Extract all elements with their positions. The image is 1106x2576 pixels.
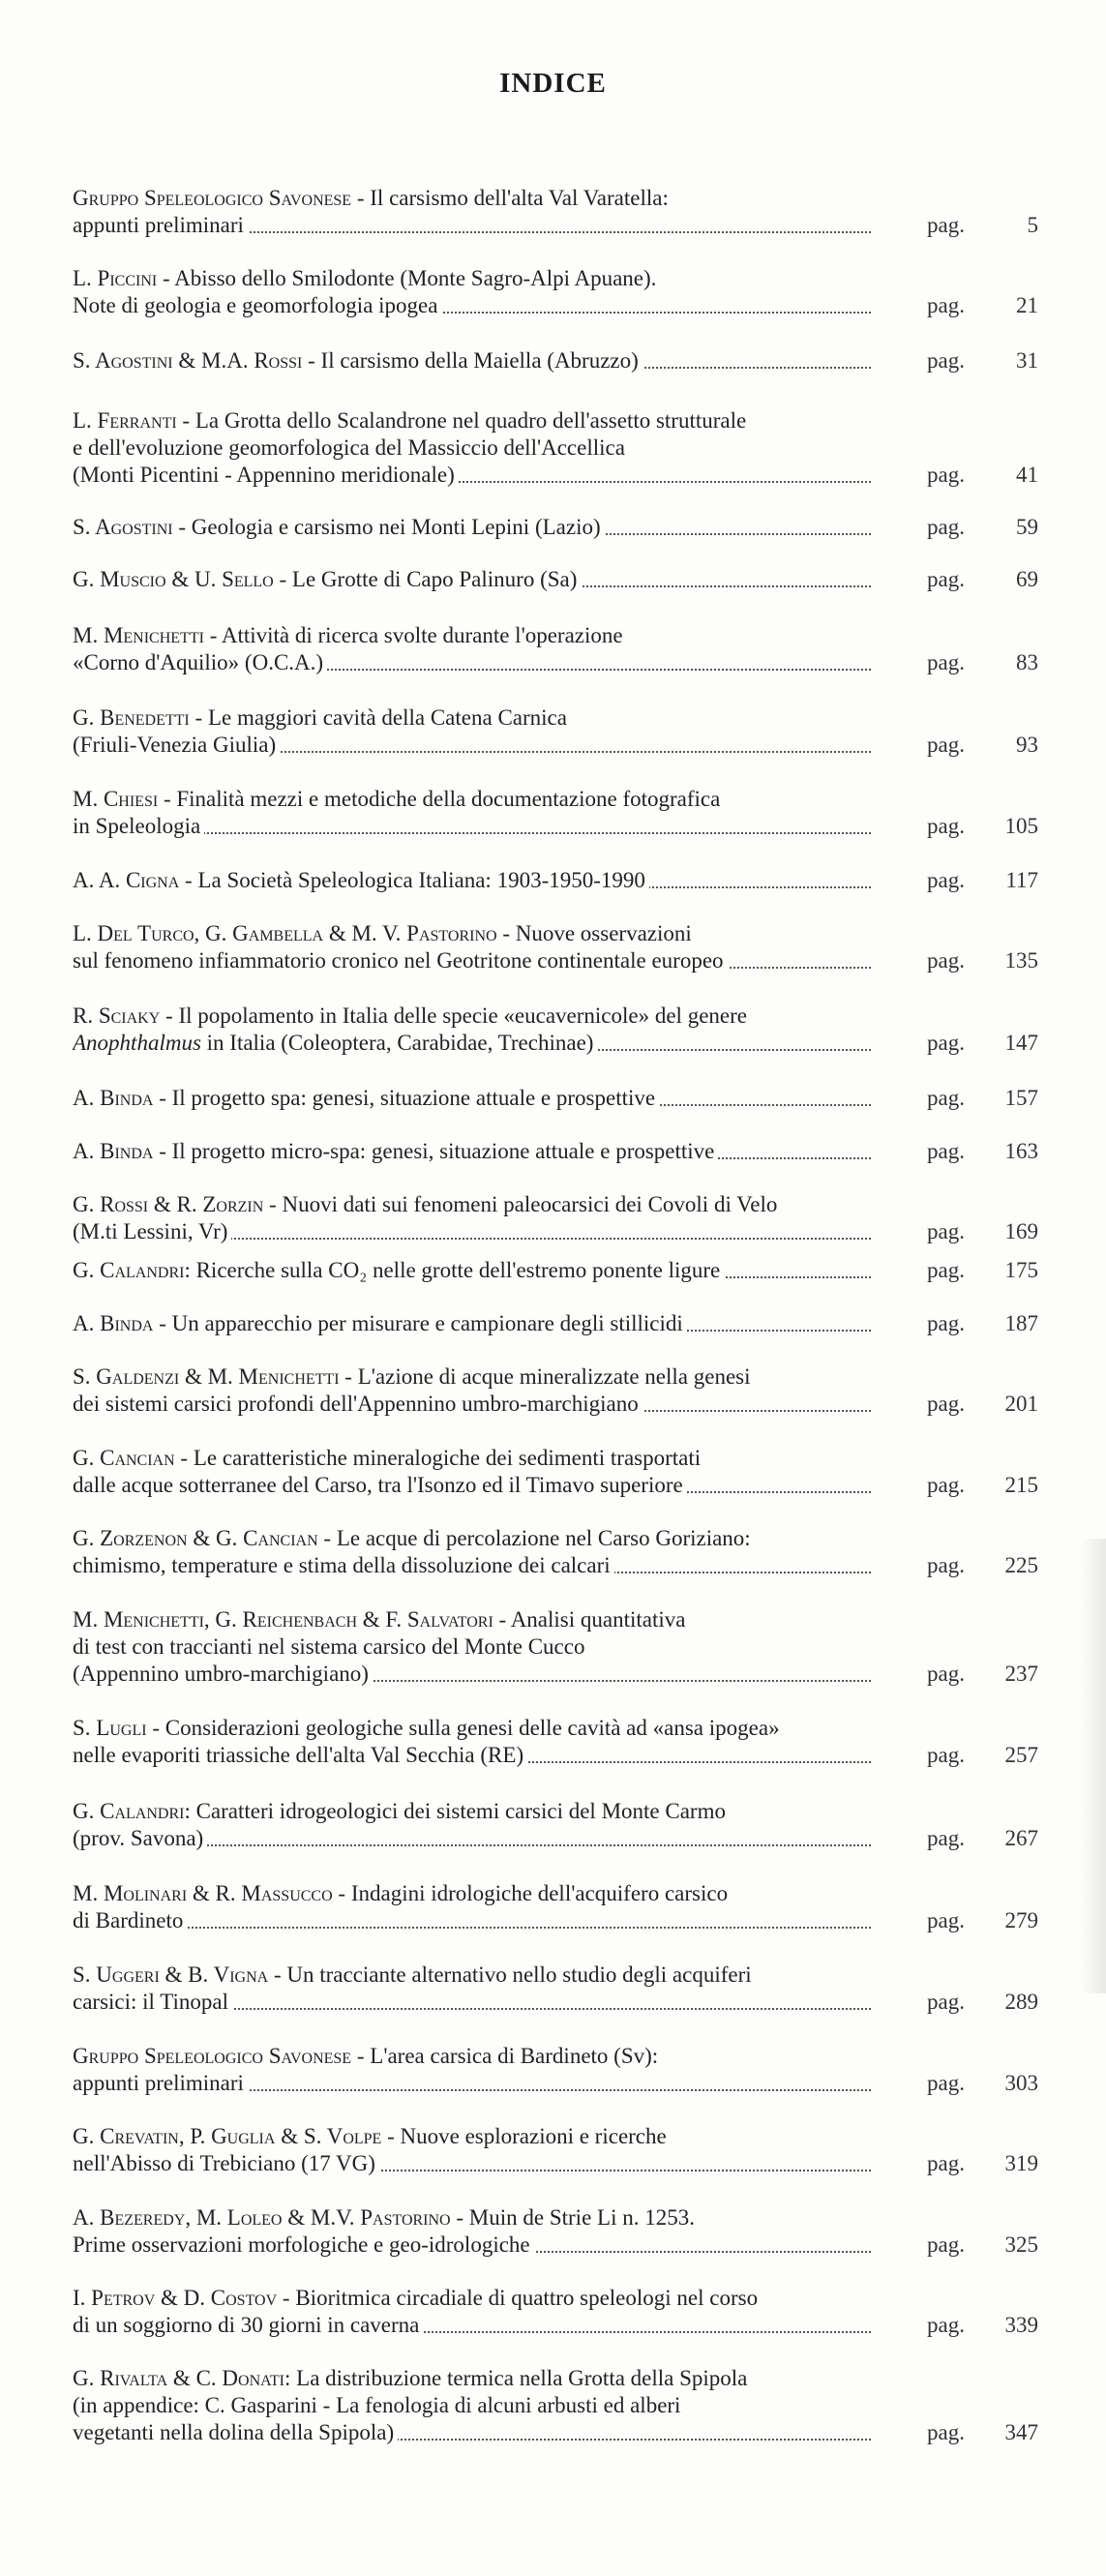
toc-entry-line [73,704,871,732]
page-reference [927,462,1038,489]
entry-author: G. Benedetti [73,705,190,730]
page-reference [927,2150,1038,2177]
entry-separator: - [496,921,516,945]
page-reference [927,1472,1038,1499]
page-reference [927,1552,1038,1579]
entry-separator: - [450,2205,469,2230]
entry-separator: - [179,868,198,892]
page-reference [927,2232,1038,2259]
toc-entry-line [73,1633,871,1661]
entry-title-text: di un soggiorno di 30 giorni in caverna [73,2313,420,2337]
toc-entry-line [73,2150,871,2177]
toc-entry [73,2123,1038,2177]
page-label: pag. [927,733,965,757]
toc-entry [73,786,1038,840]
entry-title-text: Le maggiori cavità della Catena Carnica [207,705,567,730]
toc-entry-line [73,1962,871,1989]
entry-title-text: Caratteri idrogeologici dei sistemi carsici del Monte Carmo [195,1799,726,1823]
page-label: pag. [927,1990,965,2014]
toc-entry [73,1445,1038,1499]
entry-author: G. Crevatin, P. Guglia & S. Volpe [73,2124,382,2148]
toc-entry-line [73,407,871,434]
page-reference [927,514,1038,541]
entry-author: A. Binda [73,1311,154,1335]
entry-author: G. Cancian [73,1446,175,1470]
page-label: pag. [927,1743,965,1767]
toc-entry-line [73,1138,871,1165]
page-label: pag. [927,650,965,674]
page-reference [927,292,1038,319]
toc-entry [73,1191,1038,1245]
entry-author: L. Ferranti [73,408,177,433]
entry-title-text: Il progetto micro-spa: genesi, situazione attuale e prospettive [171,1139,715,1163]
page-label: pag. [927,2071,965,2095]
page-label: pag. [927,213,965,237]
entry-separator: - [146,1716,165,1740]
entry-author: G. Rossi & R. Zorzin [73,1192,264,1216]
page-number: 59 [1016,515,1038,539]
entry-title-text: Le acque di percolazione nel Carso Goriziano: [336,1526,751,1550]
toc-entry-line [73,1363,871,1391]
page-label: pag. [927,2151,965,2175]
toc-entry [73,2204,1038,2259]
toc-entry-line [73,1907,871,1934]
toc-entry-line [73,265,871,292]
toc-entry-line [73,2232,871,2259]
entry-title-text: Geologia e carsismo nei Monti Lepini (Lazio) [191,515,601,539]
entry-title-text: nell'Abisso di Trebiciano (17 VG) [73,2151,375,2175]
toc-entry [73,1880,1038,1934]
entry-separator: - [277,2286,296,2310]
toc-entry-line [73,2392,871,2419]
entry-title-text: La Grotta dello Scalandrone nel quadro dell'assetto strutturale [194,408,747,433]
entry-title-text: Attività di ricerca svolte durante l'operazione [221,623,623,647]
entry-separator: - [332,1881,351,1905]
toc-entry-line [73,462,871,489]
entry-separator: - [153,1086,172,1110]
entry-title-text: Anophthalmus in Italia (Coleoptera, Carabidae, Trechinae) [73,1031,594,1055]
toc-entry-line [73,1472,871,1499]
entry-title-text: (Friuli-Venezia Giulia) [73,733,277,757]
entry-title-text: Nuovi dati sui fenomeni paleocarsici dei Covoli di Velo [282,1192,778,1216]
toc-entry-line [73,2312,871,2339]
toc-entry-line [73,434,871,462]
entry-author: S. Galdenzi & M. Menichetti [73,1364,340,1389]
page-number: 21 [1016,293,1038,317]
entry-author: Gruppo Speleologico Savonese [73,2044,352,2068]
entry-title-text: di test con traccianti nel sistema carsico del Monte Cucco [73,1634,585,1659]
page-label: pag. [927,1662,965,1686]
entry-title-text: L'azione di acque mineralizzate nella genesi [357,1364,751,1389]
page-number: 69 [1016,567,1038,591]
page-label: pag. [927,868,965,892]
entry-title-text: Finalità mezzi e metodiche della documentazione fotografica [176,787,721,811]
toc-entry-line [73,1445,871,1472]
toc-entry-line [73,1606,871,1633]
entry-author: A. Binda [73,1139,154,1163]
toc-entry-line [73,2285,871,2312]
entry-author: G. Calandri: [73,1799,191,1823]
page-label: pag. [927,2420,965,2444]
entry-title-text: Abisso dello Smilodonte (Monte Sagro-Alpi Apuane). [174,266,657,290]
page-reference [927,2070,1038,2097]
entry-title-text: Un tracciante alternativo nello studio degli acquiferi [286,1962,752,1987]
page-reference [927,1391,1038,1418]
page-label: pag. [927,1908,965,1932]
entry-title-text: (M.ti Lessini, Vr) [73,1219,228,1243]
toc-entry [73,1363,1038,1418]
toc-entry-line [73,1085,871,1112]
page-edge-shadow [1081,1539,1106,1993]
entry-title-text: Un apparecchio per misurare e campionare degli stillicidi [171,1311,683,1335]
page-number: 157 [1004,1086,1038,1110]
entry-title-text: Il carsismo della Maiella (Abruzzo) [320,348,639,373]
page-number: 105 [1004,814,1038,838]
entry-author: S. Agostini & M.A. Rossi [73,348,303,373]
toc-entry-line [73,1989,871,2016]
toc-entry-line [73,1880,871,1907]
toc-entry [73,2043,1038,2097]
entry-author: R. Sciaky [73,1003,161,1028]
toc-entry-line [73,566,871,593]
entry-author: S. Agostini [73,515,173,539]
toc-entry [73,185,1038,239]
toc-entry-line [73,622,871,649]
page-label: pag. [927,1219,965,1243]
toc-entry-line [73,2365,871,2392]
page-number: 237 [1004,1662,1038,1686]
entry-title-text: Considerazioni geologiche sulla genesi delle cavità ad «ansa ipogea» [164,1716,780,1740]
page-number: 289 [1004,1990,1038,2014]
page-label: pag. [927,567,965,591]
page-number: 257 [1004,1743,1038,1767]
page-title: INDICE [499,68,607,99]
toc-entry-line [73,514,871,541]
toc-entry-line [73,649,871,676]
entry-title-text: Il progetto spa: genesi, situazione attuale e prospettive [171,1086,656,1110]
entry-title-text: Prime osservazioni morfologiche e geo-idrologiche [73,2232,530,2257]
toc-entry [73,1310,1038,1337]
page-label: pag. [927,1086,965,1110]
toc-entry-line [73,920,871,947]
page-number: 267 [1004,1826,1038,1850]
page-label: pag. [927,1826,965,1850]
entry-title-text: Note di geologia e geomorfologia ipogea [73,293,438,317]
entry-title-text: (in appendice: C. Gasparini - La fenologia di alcuni arbusti ed alberi [73,2393,681,2417]
entry-separator: - [153,1139,172,1163]
entry-separator: - [160,1003,179,1028]
entry-title-text: L'area carsica di Bardineto (Sv): [370,2044,659,2068]
toc-entry [73,867,1038,894]
toc-entry [73,1257,1038,1284]
page-number: 41 [1016,463,1038,487]
toc-entry-line [73,2419,871,2446]
page-label: pag. [927,1473,965,1497]
toc-entry-line [73,347,871,374]
toc-entry-line [73,1742,871,1769]
entry-author: M. Molinari & R. Massucco [73,1881,333,1905]
page-label: pag. [927,348,965,373]
page-number: 147 [1004,1031,1038,1055]
page-reference [927,1030,1038,1057]
entry-author: S. Uggeri & B. Vigna [73,1962,269,1987]
page-label: pag. [927,1139,965,1163]
page-number: 163 [1004,1139,1038,1163]
toc-entry-line [73,2070,871,2097]
entry-separator: - [157,266,175,290]
entry-title-text: (Monti Picentini - Appennino meridionale) [73,463,455,487]
toc-entry-line [73,2043,871,2070]
toc-entry [73,1606,1038,1688]
entry-author: A. Bezeredy, M. Loleo & M.V. Pastorino [73,2205,451,2230]
toc-entry-line [73,867,871,894]
page-reference [927,732,1038,759]
entry-title-text: Muin de Strie Li n. 1253. [468,2205,695,2230]
entry-title-text: appunti preliminari [73,213,244,237]
entry-separator: - [268,1962,287,1987]
entry-author: M. Chiesi [73,787,159,811]
page-reference [927,1310,1038,1337]
entry-separator: - [158,787,177,811]
page-number: 5 [1027,213,1038,237]
entry-title-text: Nuove esplorazioni e ricerche [400,2124,667,2148]
page-label: pag. [927,948,965,973]
page-number: 325 [1004,2232,1038,2257]
entry-separator: - [317,1526,337,1550]
toc-entry-line [73,1715,871,1742]
entry-separator: - [273,567,292,591]
entry-author: L. Piccini [73,266,158,290]
toc-entry-line [73,947,871,974]
page-reference [927,1085,1038,1112]
page-number: 117 [1005,868,1038,892]
entry-separator: - [172,515,192,539]
toc-entry [73,704,1038,759]
entry-title-text: Analisi quantitativa [510,1607,686,1632]
page-label: pag. [927,1258,965,1282]
entry-title-text: Indagini idrologiche dell'acquifero carsico [350,1881,729,1905]
entry-title-text: Nuove osservazioni [515,921,692,945]
toc-entry [73,1715,1038,1769]
toc-entry-line [73,1218,871,1245]
toc-entry-line [73,1825,871,1852]
entry-title-text: sul fenomeno infiammatorio cronico nel Geotritone continentale europeo [73,948,724,973]
entry-author: A. A. Cigna [73,868,180,892]
entry-separator: - [381,2124,401,2148]
toc-entry-line [73,1552,871,1579]
toc-entry-line [73,786,871,813]
toc-entry-line [73,185,871,212]
page-label: pag. [927,463,965,487]
entry-author: A. Binda [73,1086,154,1110]
entry-title-text: appunti preliminari [73,2071,244,2095]
toc-entry-line [73,212,871,239]
page-label: pag. [927,814,965,838]
toc-entry-line [73,1661,871,1688]
page-label: pag. [927,1553,965,1577]
page-number: 303 [1004,2071,1038,2095]
toc-entry-line [73,1257,871,1284]
toc-entry-line [73,1391,871,1418]
entry-author: L. Del Turco, G. Gambella & M. V. Pastorino [73,921,497,945]
toc-entry-line [73,732,871,759]
toc-entry [73,1798,1038,1852]
page-reference [927,1138,1038,1165]
toc-entry [73,1003,1038,1057]
toc-entry-line [73,813,871,840]
toc-entry-line [73,292,871,319]
entry-title-text: di Bardineto [73,1908,184,1932]
page-reference [927,2312,1038,2339]
toc-entry [73,920,1038,974]
entry-title-text: Ricerche sulla CO₂ nelle grotte dell'estremo ponente ligure [195,1258,721,1282]
entry-separator: - [203,623,222,647]
toc-entry [73,1525,1038,1579]
entry-title-text: dei sistemi carsici profondi dell'Appennino umbro-marchigiano [73,1392,639,1416]
toc-entry-line [73,2123,871,2150]
page-number: 339 [1004,2313,1038,2337]
page-number: 225 [1004,1553,1038,1577]
page-reference [927,1661,1038,1688]
page-reference [927,813,1038,840]
page-number: 93 [1016,733,1038,757]
entry-author: G. Zorzenon & G. Cancian [73,1526,318,1550]
toc-entry [73,2365,1038,2446]
entry-author: Gruppo Speleologico Savonese [73,186,352,210]
toc-entry [73,407,1038,489]
toc-entry [73,622,1038,676]
entry-author: G. Rivalta & C. Donati: [73,2366,291,2390]
entry-title-text: carsici: il Tinopal [73,1990,228,2014]
page-number: 169 [1004,1219,1038,1243]
page-label: pag. [927,515,965,539]
toc-entry [73,566,1038,593]
entry-separator: - [351,186,371,210]
toc-entry [73,514,1038,541]
page-number: 175 [1004,1258,1038,1282]
toc-entry-line [73,1030,871,1057]
page-reference [927,1257,1038,1284]
entry-title-text: «Corno d'Aquilio» (O.C.A.) [73,650,324,674]
entry-title-text: chimismo, temperature e stima della dissoluzione dei calcari [73,1553,611,1577]
entry-author: M. Menichetti [73,623,204,647]
toc-entry [73,1085,1038,1112]
entry-separator: - [176,408,195,433]
entry-title-text: Il carsismo dell'alta Val Varatella: [370,186,669,210]
page-number: 83 [1016,650,1038,674]
entry-separator: - [493,1607,511,1632]
page-number: 279 [1004,1908,1038,1932]
entry-author: G. Calandri: [73,1258,191,1282]
page-label: pag. [927,2313,965,2337]
page-reference [927,947,1038,974]
toc-entry-line [73,1525,871,1552]
page-label: pag. [927,2232,965,2257]
entry-author: S. Lugli [73,1716,147,1740]
entry-title-text: Il popolamento in Italia delle specie «eucavernicole» del genere [178,1003,747,1028]
page-reference [927,1989,1038,2016]
toc-entry [73,2285,1038,2339]
page-label: pag. [927,1031,965,1055]
entry-author: M. Menichetti, G. Reichenbach & F. Salvatori [73,1607,493,1632]
entry-title-text: Bioritmica circadiale di quattro speleologi nel corso [295,2286,759,2310]
toc-entry-line [73,1003,871,1030]
entry-separator: - [351,2044,371,2068]
page-number: 31 [1016,348,1038,373]
entry-separator: - [189,705,208,730]
entry-title-text: Le Grotte di Capo Palinuro (Sa) [291,567,578,591]
page-label: pag. [927,1311,965,1335]
toc-entry-line [73,2204,871,2232]
entry-title-text: (Appennino umbro-marchigiano) [73,1662,369,1686]
toc-entry [73,347,1038,374]
page-reference [927,566,1038,593]
entry-title-text: (prov. Savona) [73,1826,204,1850]
entry-title-text: La Società Speleologica Italiana: 1903-1950-1990 [197,868,645,892]
page-label: pag. [927,1392,965,1416]
toc-entry-line [73,1798,871,1825]
entry-title-text: e dell'evoluzione geomorfologica del Massiccio dell'Accellica [73,435,625,460]
page-reference [927,1742,1038,1769]
entry-title-text: in Speleologia [73,814,201,838]
toc-entry [73,265,1038,319]
entry-title-text: nelle evaporiti triassiche dell'alta Val Secchia (RE) [73,1743,524,1767]
page-reference [927,347,1038,374]
entry-separator: - [153,1311,172,1335]
page-reference [927,1218,1038,1245]
entry-title-text: dalle acque sotterranee del Carso, tra l'Isonzo ed il Timavo superiore [73,1473,683,1497]
toc-entry-line [73,1310,871,1337]
page-reference [927,2419,1038,2446]
entry-author: I. Petrov & D. Costov [73,2286,278,2310]
toc-entry [73,1138,1038,1165]
toc-entry [73,1962,1038,2016]
page-number: 135 [1004,948,1038,973]
page-reference [927,1907,1038,1934]
page-number: 201 [1004,1392,1038,1416]
page-label: pag. [927,293,965,317]
page-number: 319 [1004,2151,1038,2175]
page-number: 187 [1004,1311,1038,1335]
page-number: 347 [1004,2420,1038,2444]
entry-author: G. Muscio & U. Sello [73,567,274,591]
toc-entry-line [73,1191,871,1218]
page-reference [927,649,1038,676]
page-number: 215 [1004,1473,1038,1497]
page-reference [927,212,1038,239]
entry-separator: - [263,1192,283,1216]
entry-title-text: La distribuzione termica nella Grotta della Spipola [296,2366,748,2390]
entry-separator: - [302,348,321,373]
entry-separator: - [174,1446,194,1470]
entry-title-text: vegetanti nella dolina della Spipola) [73,2420,395,2444]
page-reference [927,1825,1038,1852]
entry-separator: - [339,1364,358,1389]
page-reference [927,867,1038,894]
dot-leader [73,1927,871,1929]
entry-title-text: Le caratteristiche mineralogiche dei sedimenti trasportati [193,1446,702,1470]
